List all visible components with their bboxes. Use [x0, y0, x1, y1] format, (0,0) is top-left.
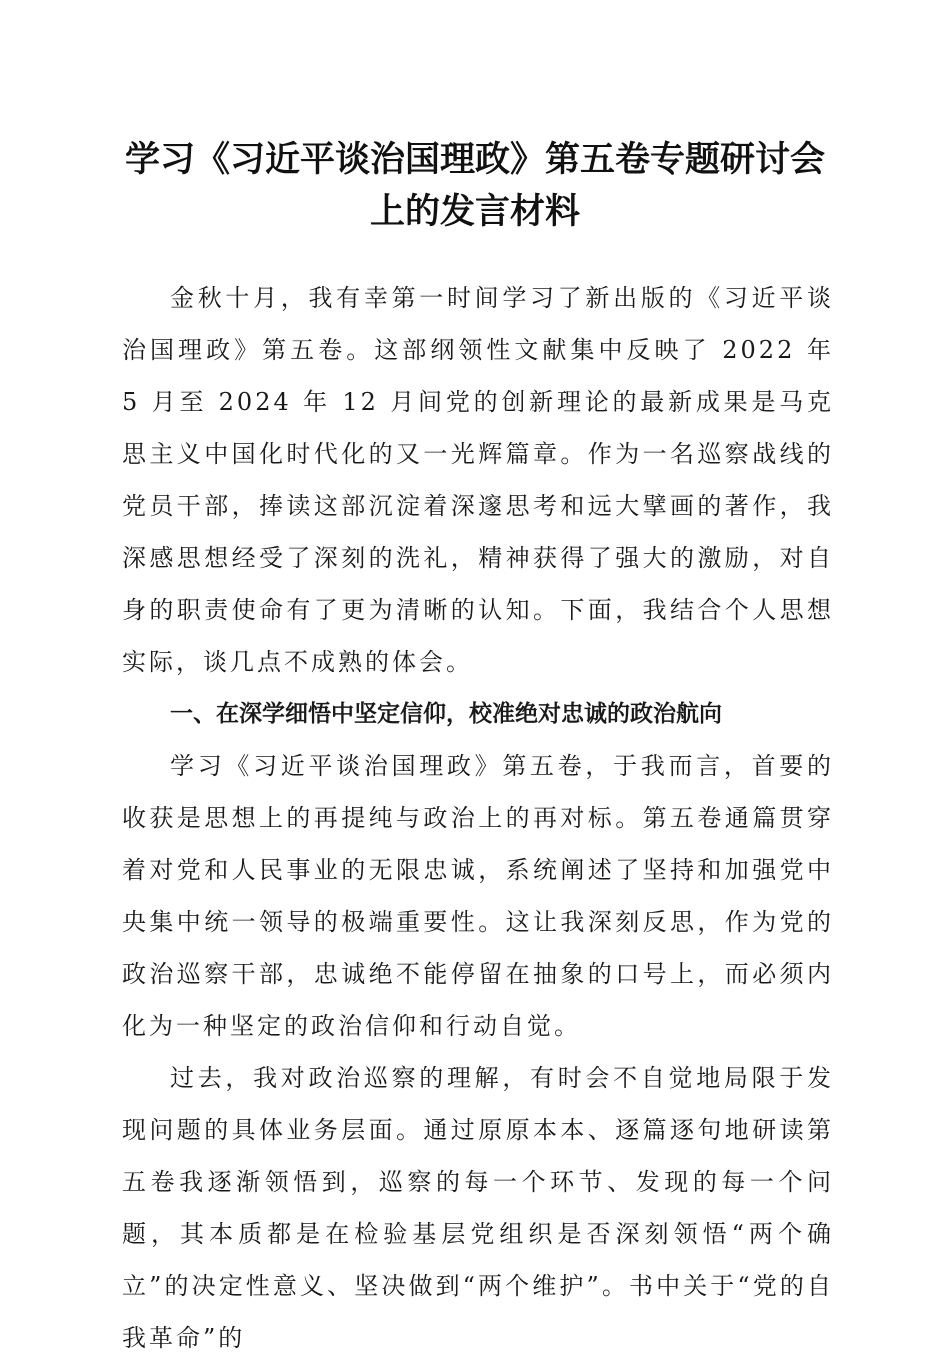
- document-body: [122, 272, 834, 1364]
- section1-paragraph-1: 学习《习近平谈治国理政》第五卷，于我而言，首要的收获是思想上的再提纯与政治上的再对标。第五卷通篇贯穿着对党和人民事业的无限忠诚，系统阐述了坚持和加强党中央集中统一领导的极端重要性。这让我深刻反思，作为党的政治巡察干部，忠诚绝不能停留在抽象的口号上，而必须内化为一种坚定的政治信仰和行动自觉。: [122, 752, 834, 1040]
- title-line-1: 学习《习近平谈治国理政》第五卷专题研讨会: [124, 139, 825, 180]
- intro-paragraph: 金秋十月，我有幸第一时间学习了新出版的《习近平谈治国理政》第五卷。这部纲领性文献集中反映了 2022 年 5 月至 2024 年 12 月间党的创新理论的最新成果是马克思主义中国化时代化的又一光辉篇章。作为一名巡察战线的党员干部，捧读这部沉淀着深邃思考和远大擘画的著作，我深感思想经受了深刻的洗礼，精神获得了强大的激励，对自身的职责使命有了更为清晰的认知。下面，我结合个人思想实际，谈几点不成熟的体会。: [122, 284, 834, 676]
- section1-paragraph-2: 过去，我对政治巡察的理解，有时会不自觉地局限于发现问题的具体业务层面。通过原原本本、逐篇逐句地研读第五卷我逐渐领悟到，巡察的每一个环节、发现的每一个问题，其本质都是在检验基层党组织是否深刻领悟“两个确立”的决定性意义、坚决做到“两个维护”。书中关于“党的自我革命”的: [122, 1064, 834, 1352]
- title-line-2: 上的发言材料: [369, 191, 580, 232]
- document-title: [100, 134, 850, 238]
- section-heading-1: 一、在深学细悟中坚定信仰，校准绝对忠诚的政治航向: [170, 701, 722, 727]
